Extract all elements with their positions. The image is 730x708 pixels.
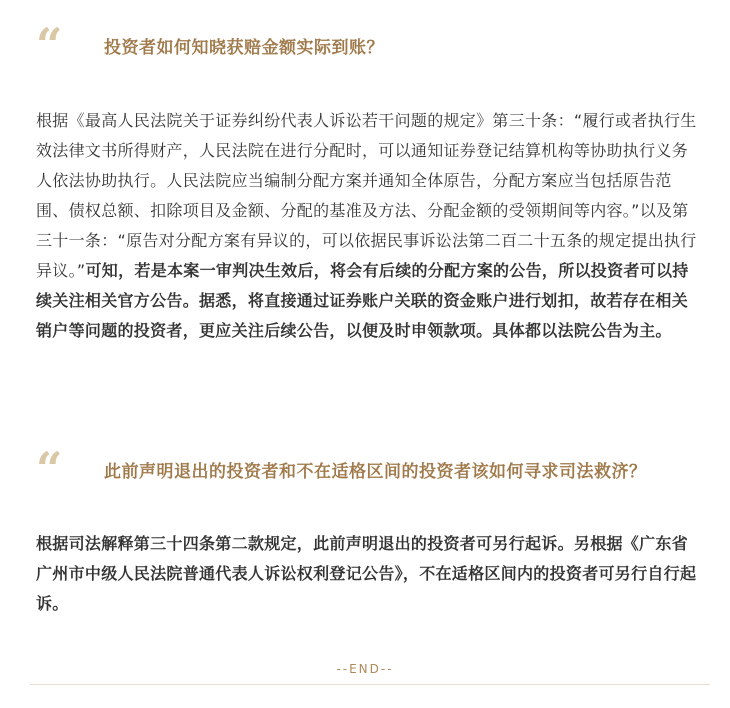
- qa-section-fund-arrival: [36, 18, 704, 346]
- answer-paragraph: [36, 529, 704, 619]
- quote-mark-icon: “: [36, 18, 63, 72]
- question-row: [36, 18, 704, 72]
- question-row: [36, 442, 704, 496]
- answer-paragraph: [36, 106, 704, 346]
- qa-section-judicial-relief: [36, 442, 704, 619]
- answer-regular-text: 根据《最高人民法院关于证券纠纷代表人诉讼若干问题的规定》第三十条：“履行或者执行生效法律文书所得财产，人民法院在进行分配时，可以通知证券登记结算机构等协助执行义务人依法协助执行。人民法院应当编制分配方案并通知全体原告，分配方案应当包括原告范围、债权总额、扣除项目及金额、分配的基准及方法、分配金额的受领期间等内容。”以及第三十一条：“原告对分配方案有异议的，可以依据民事诉讼法第二百二十五条的规定提出执行异议。”: [36, 111, 697, 280]
- answer-bold-text: 可知，若是本案一审判决生效后，将会有后续的分配方案的公告，所以投资者可以持续关注相关官方公告。据悉，将直接通过证券账户关联的资金账户进行划扣，故若存在相关销户等问题的投资者，更应关注后续公告，以便及时申领款项。具体都以法院公告为主。: [36, 261, 689, 340]
- answer-bold-text: 根据司法解释第三十四条第二款规定，此前声明退出的投资者可另行起诉。另根据《广东省广州市中级人民法院普通代表人诉讼权利登记公告》，不在适格区间内的投资者可另行自行起诉。: [36, 534, 697, 613]
- quote-mark-icon: “: [36, 442, 63, 496]
- footer-divider: [30, 684, 710, 685]
- question-heading: 投资者如何知晓获赔金额实际到账？: [104, 38, 384, 58]
- end-marker: --END--: [336, 662, 394, 676]
- question-heading: 此前声明退出的投资者和不在适格区间的投资者该如何寻求司法救济？: [104, 462, 647, 482]
